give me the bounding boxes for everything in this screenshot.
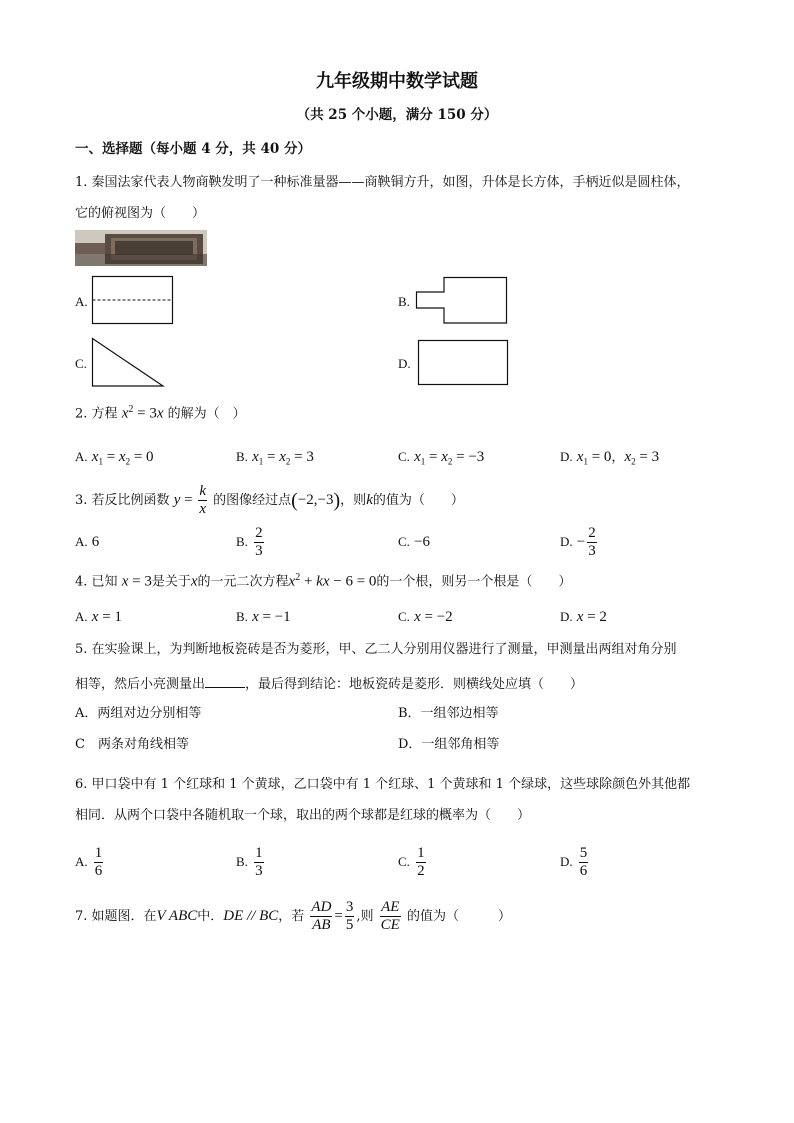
section-heading: 一、选择题（每小题 4 分，共 40 分） (75, 141, 311, 157)
q1-option-b-figure (416, 277, 508, 324)
bronze-measure-photo (75, 230, 207, 266)
q6-option-a: A. $\frac{1}{6}$ (75, 845, 103, 879)
q7-stem: 7. 如题图．在V ABC中．DE // BC，若 $\frac{AD}{AB}$ = $\frac{3}{5}$ ,则 $\frac{AE}{CE}$ 的值为（ ） (75, 899, 511, 933)
q1-option-a-figure (92, 276, 173, 324)
q2-prefix: 2. 方程 (75, 406, 118, 422)
q6-option-c: C. $\frac{1}{2}$ (398, 845, 425, 879)
page-subtitle: （共 25 个小题，满分 150 分） (296, 107, 498, 123)
q1-option-b-label: B. (398, 294, 410, 309)
q5-stem-line1: 5. 在实验课上，为判断地板瓷砖是否为菱形，甲、乙二人分别用仪器进行了测量，甲测量出两组对角分别 (75, 642, 677, 657)
q4-option-a: A. x = 1 (75, 609, 122, 625)
q4-stem: 4. 已知 x = 3是关于x的一元二次方程$x^2$ + kx − 6 = 0的一个根，则另一个根是（ ） (75, 572, 572, 590)
q3-option-b: B. $\frac{2}{3}$ (236, 525, 263, 559)
q4-option-b: B. x = −1 (236, 609, 291, 625)
q5-blank (205, 674, 245, 688)
q4-option-c: C. x = −2 (398, 609, 453, 625)
q3-stem: 3. 若反比例函数 y = $\frac{k}{x}$ 的图像经过点(−2,−3)，则k的值为（ ） (75, 483, 464, 517)
q1-option-c-figure (92, 338, 164, 387)
q3-option-c: C. −6 (398, 534, 431, 550)
page-title: 九年级期中数学试题 (316, 71, 478, 92)
q6-option-d: D. $\frac{5}{6}$ (560, 845, 588, 879)
q5-option-c: C 两条对角线相等 (75, 737, 189, 752)
q1-option-a-label: A. (75, 294, 88, 309)
q2-stem: 2. 方程 $x^2 = 3x$ 的解为（ ） (75, 404, 246, 422)
q5-stem-line2: 相等，然后小亮测量出 ，最后得到结论：地板瓷砖是菱形．则横线处应填（ ） (75, 674, 583, 691)
q2-option-b: B. $x_1 = x_2 = 3$ (236, 449, 314, 467)
q1-option-c-label: C. (75, 356, 87, 371)
q1-stem-line1: 1. 秦国法家代表人物商鞅发明了一种标准量器——商鞅铜方升，如图，升体是长方体，手柄近似是圆柱体， (75, 175, 690, 190)
q4-option-d: D. x = 2 (560, 609, 607, 625)
q5-option-a: A．两组对边分别相等 (75, 706, 202, 721)
q6-option-b: B. $\frac{1}{3}$ (236, 845, 263, 879)
q2-option-d: D. $x_1 = 0$，$x_2 = 3$ (560, 449, 660, 467)
q1-option-d-label: D. (398, 356, 411, 371)
q1-stem-line2: 它的俯视图为（ ） (75, 206, 206, 221)
q6-stem-line1: 6. 甲口袋中有 1 个红球和 1 个黄球，乙口袋中有 1 个红球、1 个黄球和 1 个绿球，这些球除颜色外其他都 (75, 777, 691, 792)
q2-option-a: A. $x_1 = x_2 = 0$ (75, 449, 154, 467)
q2-option-c: C. $x_1 = x_2 = -3$ (398, 449, 485, 467)
q1-option-d-figure (418, 340, 508, 385)
q3-option-a: A. 6 (75, 534, 100, 550)
q5-option-d: D．一组邻角相等 (398, 737, 500, 752)
q5-option-b: B．一组邻边相等 (398, 706, 499, 721)
q2-suffix: 的解为（ ） (167, 406, 246, 422)
q6-stem-line2: 相同．从两个口袋中各随机取一个球，取出的两个球都是红球的概率为（ ） (75, 808, 531, 823)
q3-option-d: D. − $\frac{2}{3}$ (560, 525, 596, 559)
